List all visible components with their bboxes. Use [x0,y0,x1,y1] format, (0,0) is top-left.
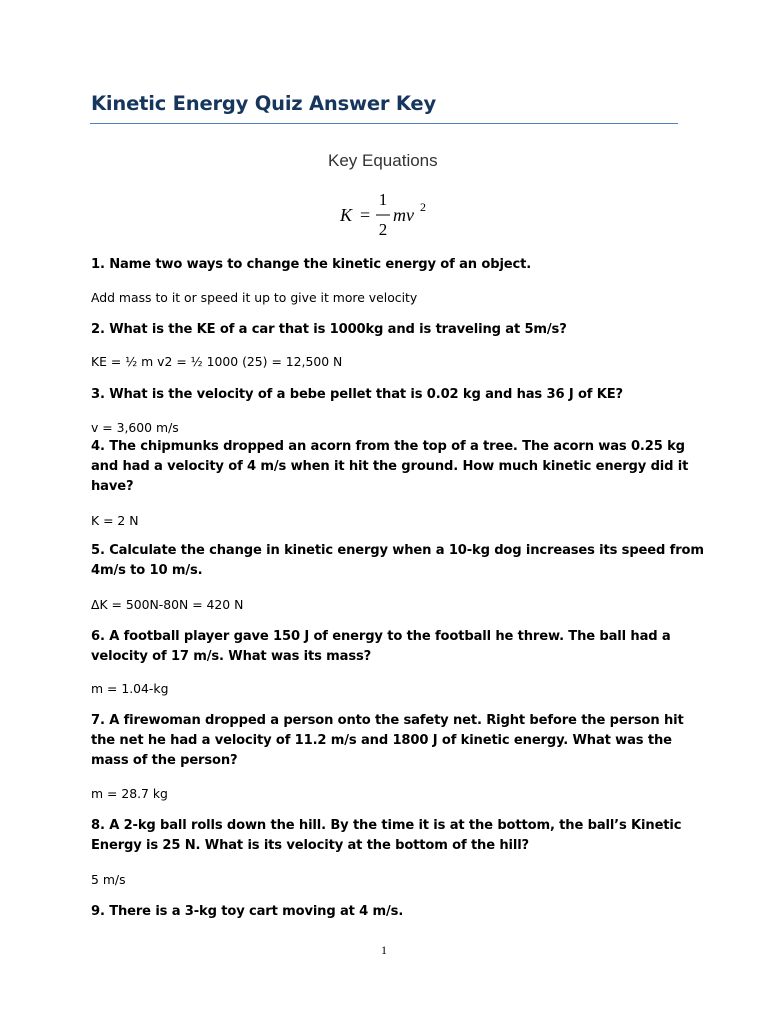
question-9 [91,902,691,922]
answer-4: K = 2 N [91,513,139,528]
question-line: 6. A football player gave 150 J of energy to the football he threw. The ball had a [91,629,671,644]
question-5 [91,541,704,581]
title-underline [90,123,678,124]
question-8 [91,816,691,856]
question-line: 2. What is the KE of a car that is 1000kg and is traveling at 5m/s? [91,322,567,337]
page-title: Kinetic Energy Quiz Answer Key [91,92,436,115]
question-line: 4m/s to 10 m/s. [91,563,203,578]
answer-6: m = 1.04-kg [91,681,169,696]
answer-8: 5 m/s [91,872,126,887]
answer-5: ΔK = 500N-80N = 420 N [91,597,244,612]
question-line: velocity of 17 m/s. What was its mass? [91,649,372,664]
question-line: the net he had a velocity of 11.2 m/s and 1800 J of kinetic energy. What was the [91,733,672,748]
question-line: 5. Calculate the change in kinetic energy when a 10-kg dog increases its speed from [91,543,704,558]
question-line: and had a velocity of 4 m/s when it hit the ground. How much kinetic energy did it [91,459,689,474]
formula-rhs-vars: mv [393,205,414,225]
formula-denominator: 2 [378,220,388,239]
formula-equals: = [360,205,371,225]
formula-exponent: 2 [420,200,426,214]
question-line: have? [91,479,134,494]
answer-3: v = 3,600 m/s [91,420,179,435]
page-number: 1 [381,943,387,957]
question-2 [91,320,691,340]
question-line: 3. What is the velocity of a bebe pellet that is 0.02 kg and has 36 J of KE? [91,387,623,402]
formula-lhs: K [340,205,353,225]
answer-2: KE = ½ m v2 = ½ 1000 (25) = 12,500 N [91,354,343,369]
question-line: 1. Name two ways to change the kinetic energy of an object. [91,257,532,272]
question-line: mass of the person? [91,753,238,768]
key-equations-heading: Key Equations [328,151,438,170]
question-3 [91,385,691,405]
kinetic-energy-formula [336,188,456,244]
answer-1: Add mass to it or speed it up to give it more velocity [91,290,418,305]
question-line: Energy is 25 N. What is its velocity at the bottom of the hill? [91,838,530,853]
answer-7: m = 28.7 kg [91,786,168,801]
question-line: 8. A 2-kg ball rolls down the hill. By the time it is at the bottom, the ball’s Kinetic [91,818,682,833]
question-1 [91,255,691,275]
formula-numerator: 1 [378,190,388,209]
question-line: 4. The chipmunks dropped an acorn from the top of a tree. The acorn was 0.25 kg [91,439,685,454]
question-line: 7. A firewoman dropped a person onto the safety net. Right before the person hit [91,713,684,728]
question-7 [91,711,691,771]
question-4 [91,437,691,497]
question-line: 9. There is a 3-kg toy cart moving at 4 m/s. [91,904,404,919]
question-6 [91,627,691,667]
